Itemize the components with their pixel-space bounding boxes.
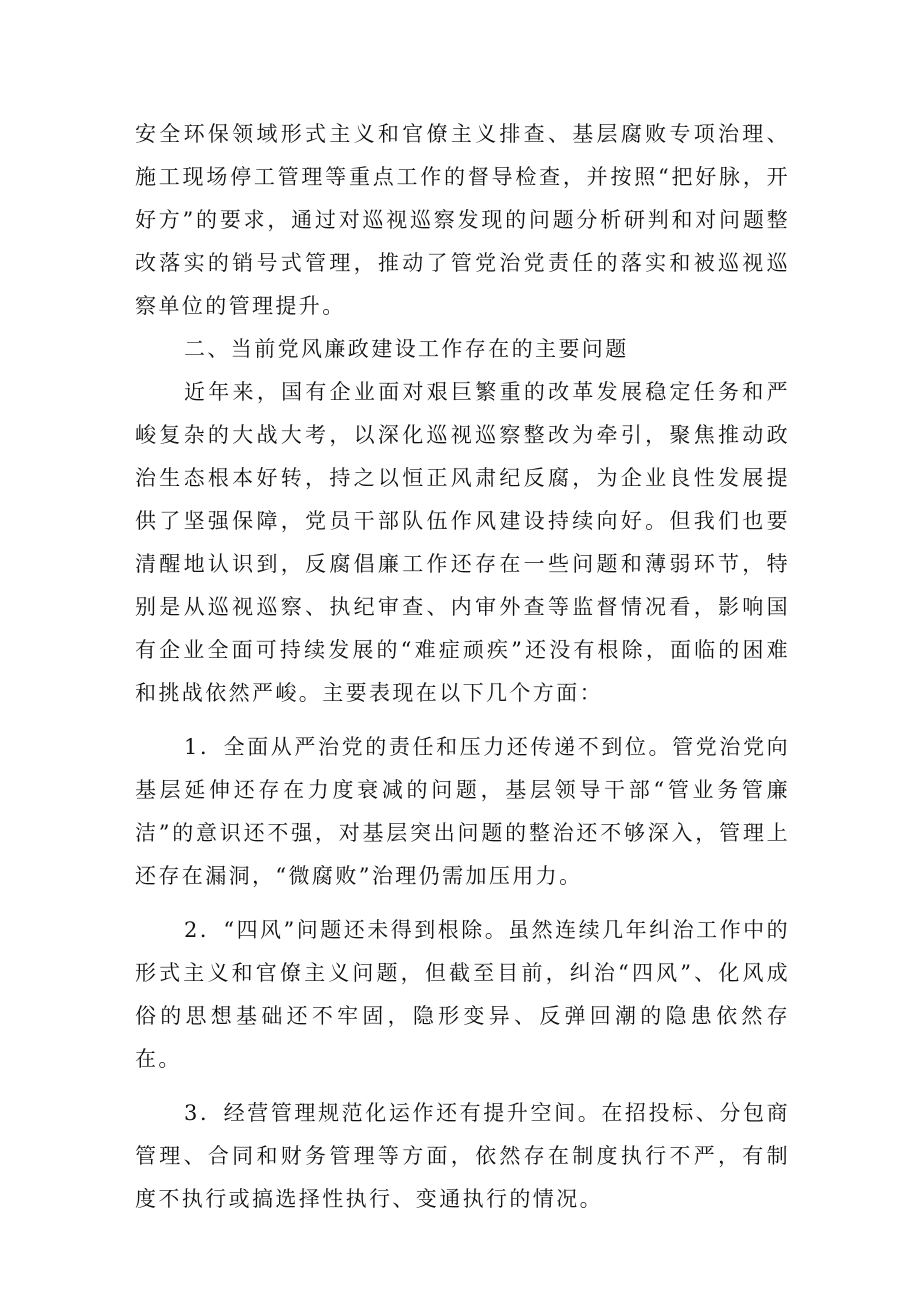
paragraph-spacer (135, 1081, 790, 1092)
paragraph-item-3: 3．经营管理规范化运作还有提升空间。在招投标、分包商管理、合同和财务管理等方面，依然存在制度执行不严，有制度不执行或搞选择性执行、变通执行的情况。 (135, 1101, 790, 1211)
paragraph-continuation: 安全环保领域形式主义和官僚主义排查、基层腐败专项治理、施工现场停工管理等重点工作的督导检查，并按照“把好脉，开好方”的要求，通过对巡视巡察发现的问题分析研判和对问题整改落实的销号式管理，推动了管党治党责任的落实和被巡视巡察单位的管理提升。 (135, 122, 790, 318)
paragraph-overview: 近年来，国有企业面对艰巨繁重的改革发展稳定任务和严峻复杂的大战大考，以深化巡视巡察整改为牵引，聚焦推动政治生态根本好转，持之以恒正风肃纪反腐，为企业良性发展提供了坚强保障，党员干部队伍作风建设持续向好。但我们也要清醒地认识到，反腐倡廉工作还存在一些问题和薄弱环节，特别是从巡视巡察、执纪审查、内审外查等监督情况看，影响国有企业全面可持续发展的“难症顽疾”还没有根除，面临的困难和挑战依然严峻。主要表现在以下几个方面： (135, 380, 790, 705)
paragraph-spacer (135, 715, 790, 726)
paragraph-item-1: 1．全面从严治党的责任和压力还传递不到位。管党治党向基层延伸还存在力度衰减的问题，基层领导干部“管业务管廉洁”的意识还不强，对基层突出问题的整治还不够深入，管理上还存在漏洞，“微腐败”治理仍需加压用力。 (135, 735, 790, 888)
section-heading: 二、当前党风廉政建设工作存在的主要问题 (184, 337, 629, 361)
document-body (135, 113, 790, 1221)
paragraph-item-2: 2．“四风”问题还未得到根除。虽然连续几年纠治工作中的形式主义和官僚主义问题，但截至目前，纠治“四风”、化风成俗的思想基础还不牢固，隐形变异、反弹回潮的隐患依然存在。 (135, 918, 790, 1071)
paragraph-spacer (135, 898, 790, 909)
